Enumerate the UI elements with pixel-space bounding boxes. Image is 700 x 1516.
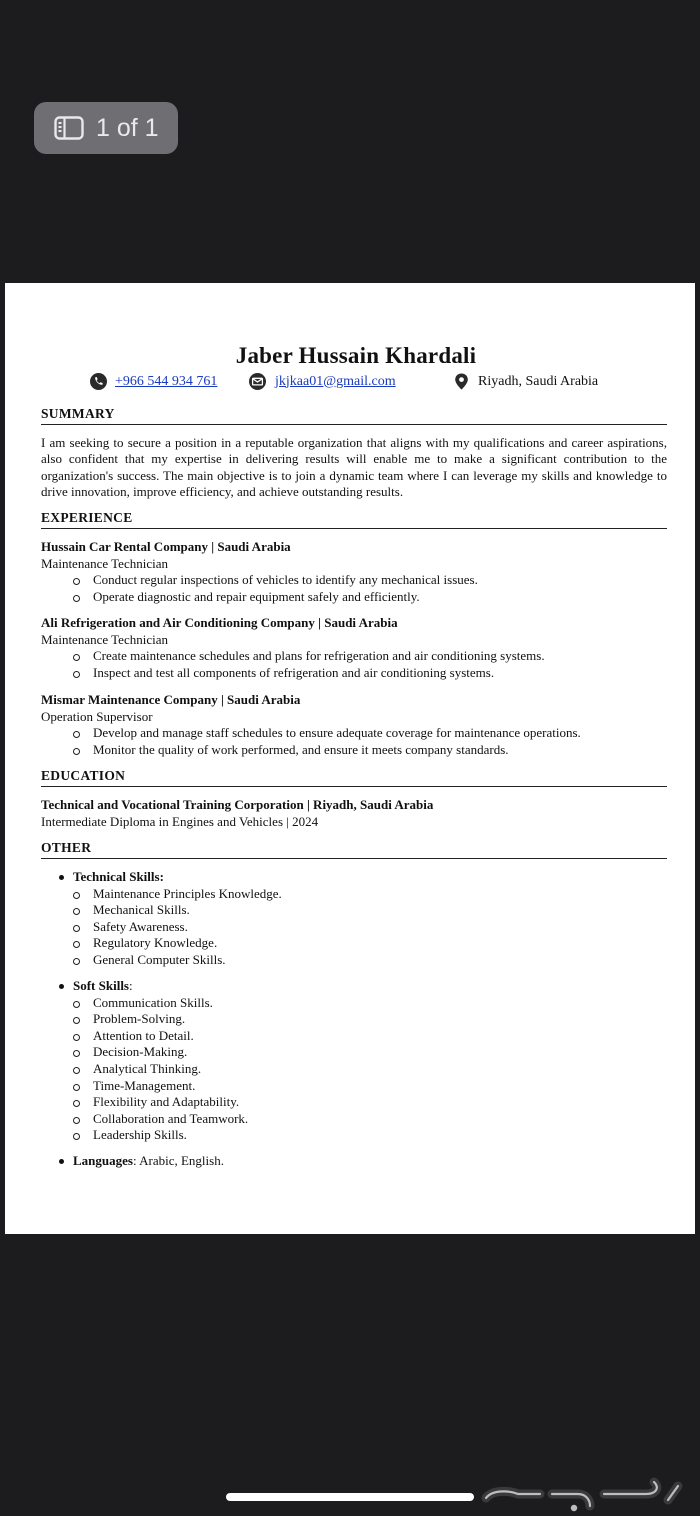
email-contact bbox=[248, 373, 396, 390]
soft-skills bbox=[41, 978, 667, 1144]
technical-skills bbox=[41, 869, 667, 969]
job-bullets bbox=[41, 572, 667, 605]
education-institution: Technical and Vocational Training Corporation | Riyadh, Saudi Arabia bbox=[41, 797, 434, 812]
contact-line bbox=[41, 373, 671, 393]
page-indicator-badge[interactable] bbox=[34, 102, 178, 154]
job-company: Hussain Car Rental Company | Saudi Arabia bbox=[41, 539, 291, 554]
email-link[interactable]: jkjkaa01@gmail.com bbox=[275, 373, 396, 389]
resume-name: Jaber Hussain Khardali bbox=[235, 343, 477, 368]
skill-item: Regulatory Knowledge. bbox=[41, 935, 667, 952]
summary-heading: SUMMARY bbox=[41, 406, 667, 425]
phone-link[interactable]: +966 544 934 761 bbox=[115, 373, 218, 389]
education-degree: Intermediate Diploma in Engines and Vehicles | 2024 bbox=[41, 813, 319, 829]
job-company: Ali Refrigeration and Air Conditioning Company | Saudi Arabia bbox=[41, 615, 398, 630]
education-heading: EDUCATION bbox=[41, 768, 667, 787]
soft-skills-label: Soft Skills bbox=[73, 978, 129, 993]
job-role: Operation Supervisor bbox=[41, 708, 153, 724]
phone-contact bbox=[90, 373, 217, 390]
location-contact bbox=[453, 373, 598, 390]
job-bullet: Monitor the quality of work performed, and ensure it meets company standards. bbox=[41, 742, 667, 759]
skill-item: Mechanical Skills. bbox=[41, 902, 667, 919]
job-bullets bbox=[41, 648, 667, 681]
job-entry bbox=[41, 615, 667, 681]
job-company: Mismar Maintenance Company | Saudi Arabia bbox=[41, 692, 301, 707]
phone-icon bbox=[90, 373, 107, 390]
job-bullets bbox=[41, 725, 667, 758]
education-entry bbox=[41, 797, 667, 830]
languages-value: : Arabic, English. bbox=[132, 1153, 224, 1168]
job-role: Maintenance Technician bbox=[41, 631, 168, 647]
resume-page bbox=[5, 283, 695, 1234]
summary-text: I am seeking to secure a position in a reputable organization that aligns with my qualifications and career aspirations, also confident that my expertise in delivering results will enable me to make a significant contribution to the organization's success. The main objective is to join a dynamic team where I can leverage my skills and knowledge to drive innovation, improve efficiency, and achieve outstanding results. bbox=[41, 435, 667, 500]
job-bullet: Inspect and test all components of refrigeration and air conditioning systems. bbox=[41, 665, 667, 682]
job-bullet: Develop and manage staff schedules to ensure adequate coverage for maintenance operations. bbox=[41, 725, 667, 742]
languages-line bbox=[41, 1153, 667, 1170]
technical-skills-label: Technical Skills: bbox=[41, 869, 667, 886]
languages-label: Languages bbox=[73, 1153, 133, 1168]
soft-skills-list bbox=[41, 995, 667, 1144]
skill-item: Time-Management. bbox=[41, 1078, 667, 1095]
email-icon bbox=[248, 373, 267, 390]
page-indicator-text: 1 of 1 bbox=[96, 113, 159, 142]
home-indicator[interactable] bbox=[226, 1493, 474, 1501]
skill-item: Decision-Making. bbox=[41, 1044, 667, 1061]
job-entry bbox=[41, 692, 667, 758]
soft-skills-heading bbox=[41, 978, 667, 995]
skill-item: Leadership Skills. bbox=[41, 1127, 667, 1144]
job-bullet: Create maintenance schedules and plans for refrigeration and air conditioning systems. bbox=[41, 648, 667, 665]
experience-heading: EXPERIENCE bbox=[41, 510, 667, 529]
skill-item: General Computer Skills. bbox=[41, 952, 667, 969]
job-role: Maintenance Technician bbox=[41, 555, 168, 571]
job-bullet: Conduct regular inspections of vehicles to identify any mechanical issues. bbox=[41, 572, 667, 589]
skill-item: Analytical Thinking. bbox=[41, 1061, 667, 1078]
languages bbox=[41, 1153, 667, 1170]
skill-item: Safety Awareness. bbox=[41, 919, 667, 936]
skill-item: Problem-Solving. bbox=[41, 1011, 667, 1028]
job-bullet: Operate diagnostic and repair equipment safely and efficiently. bbox=[41, 589, 667, 606]
technical-skills-list bbox=[41, 886, 667, 969]
skill-item: Collaboration and Teamwork. bbox=[41, 1111, 667, 1128]
skill-item: Flexibility and Adaptability. bbox=[41, 1094, 667, 1111]
location-text: Riyadh, Saudi Arabia bbox=[478, 373, 599, 389]
location-pin-icon bbox=[453, 373, 470, 390]
skill-item: Communication Skills. bbox=[41, 995, 667, 1012]
haraj-watermark-logo bbox=[478, 1470, 688, 1514]
soft-skills-colon: : bbox=[129, 978, 133, 993]
skill-item: Attention to Detail. bbox=[41, 1028, 667, 1045]
skill-item: Maintenance Principles Knowledge. bbox=[41, 886, 667, 903]
page-sidebar-icon bbox=[54, 116, 84, 140]
other-heading: OTHER bbox=[41, 840, 667, 859]
job-entry bbox=[41, 539, 667, 605]
